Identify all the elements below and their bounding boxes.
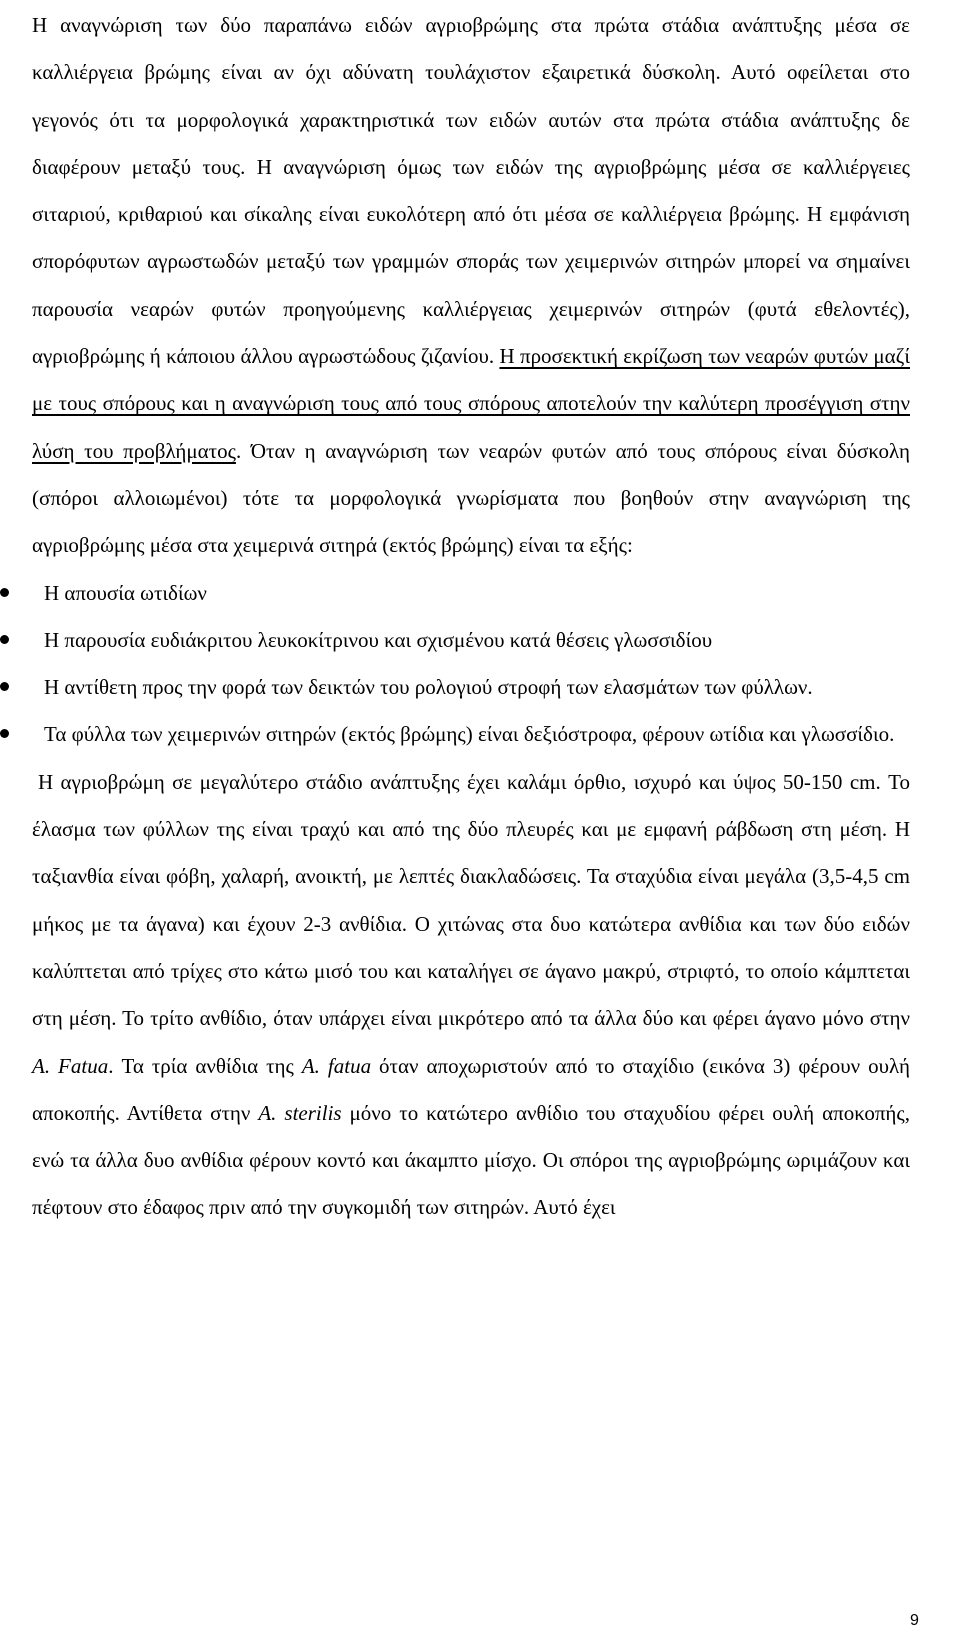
description-text: Η αγριοβρώμη σε μεγαλύτερο στάδιο ανάπτυξης έχει καλάμι όρθιο, ισχυρό και ύψος 50-150 cm. Το έλασμα των φύλλων της είναι τραχύ και από της δύο πλευρές και με εμφανή ράβδωση στη μέση. Η ταξιανθία είναι φόβη, χαλαρή, ανοικτή, με λεπτές διακλαδώσεις. Τα σταχύδια είναι μεγάλα (3,5-4,5 cm μήκος με τα άγανα) και έχουν 2-3 ανθίδια. Ο χιτώνας στα δυο κατώτερα ανθίδια και των δύο ειδών καλύπτεται από τρίχες στο κάτω μισό του και καταλήγει σε άγανο μακρύ, στριφτό, το οποίο κάμπτεται στη μέση. Το τρίτο ανθίδιο, όταν υπάρχει είναι μικρότερο από τα άλλα δύο και φέρει άγανο μόνο στην [32,769,910,1031]
bullet-icon [0,635,9,644]
paragraph-identification [32,2,910,570]
description-text: μόνο το κατώτερο ανθίδιο του σταχυδίου φέρει ουλή αποκοπής, ενώ τα άλλα δυο ανθίδια φέρουν κοντό και άκαμπτο μίσχο. Οι σπόροι της αγριοβρώμης ωριμάζουν και πέφτουν στο έδαφος πριν από την συγκομιδή των σιτηρών. Αυτό έχει [32,1100,910,1220]
document-page [32,2,910,1232]
bullet-icon [0,729,9,738]
species-name: A. fatua [301,1053,372,1078]
species-name: A. Fatua [32,1053,109,1078]
list-item-text: Η αντίθετη προς την φορά των δεικτών του ρολογιού στροφή των ελασμάτων των φύλλων. [44,675,813,700]
bullet-list [32,570,910,759]
underlined-recommendation: Η προσεκτική εκρίζωση των νεαρών φυτών μαζί με τους σπόρους και η αναγνώριση τους από τους σπόρους αποτελούν την καλύτερη προσέγγιση στην λύση του προβλήματος [32,344,910,463]
description-text: . Τα τρία ανθίδια της [108,1053,302,1078]
paragraph-description [32,759,910,1232]
list-item-text: Η απουσία ωτιδίων [44,580,207,605]
bullet-icon [0,588,9,597]
paragraph-identification-continuation: . Όταν η αναγνώριση των νεαρών φυτών από τους σπόρους είναι δύσκολη (σπόροι αλλοιωμένοι) τότε τα μορφολογικά γνωρίσματα που βοηθούν στην αναγνώριση της αγριοβρώμης μέσα στα χειμερινά σιτηρά (εκτός βρώμης) είναι τα εξής: [32,438,910,558]
description-text: όταν αποχωριστούν από το σταχίδιο (εικόνα 3) φέρουν ουλή αποκοπής. Αντίθετα στην [32,1053,910,1125]
list-item-text: Η παρουσία ευδιάκριτου λευκοκίτρινου και σχισμένου κατά θέσεις γλωσσιδίου [44,627,713,652]
bullet-icon [0,682,9,691]
list-item [32,617,910,664]
page-number: 9 [910,1612,919,1629]
list-item-text: Τα φύλλα των χειμερινών σιτηρών (εκτός βρώμης) είναι δεξιόστροφα, φέρουν ωτίδια και γλωσσίδιο. [44,722,895,747]
list-item [32,711,910,758]
list-item [32,664,910,711]
species-name: A. sterilis [258,1100,342,1125]
paragraph-identification-text: Η αναγνώριση των δύο παραπάνω ειδών αγριοβρώμης στα πρώτα στάδια ανάπτυξης μέσα σε καλλιέργεια βρώμης είναι αν όχι αδύνατη τουλάχιστον εξαιρετικά δύσκολη. Αυτό οφείλεται στο γεγονός ότι τα μορφολογικά χαρακτηριστικά των ειδών αυτών στα πρώτα στάδια ανάπτυξης δε διαφέρουν μεταξύ τους. Η αναγνώριση όμως των ειδών της αγριοβρώμης μέσα σε καλλιέργειες σιταριού, κριθαριού και σίκαλης είναι ευκολότερη από ότι μέσα σε καλλιέργεια βρώμης. Η εμφάνιση σπορόφυτων αγρωστωδών μεταξύ των γραμμών σποράς των χειμερινών σιτηρών μπορεί να σημαίνει παρουσία νεαρών φυτών προηγούμενης καλλιέργειας χειμερινών σιτηρών (φυτά εθελοντές), αγριοβρώμης ή κάποιου άλλου αγρωστώδους ζιζανίου. [32,13,910,369]
list-item [32,570,910,617]
